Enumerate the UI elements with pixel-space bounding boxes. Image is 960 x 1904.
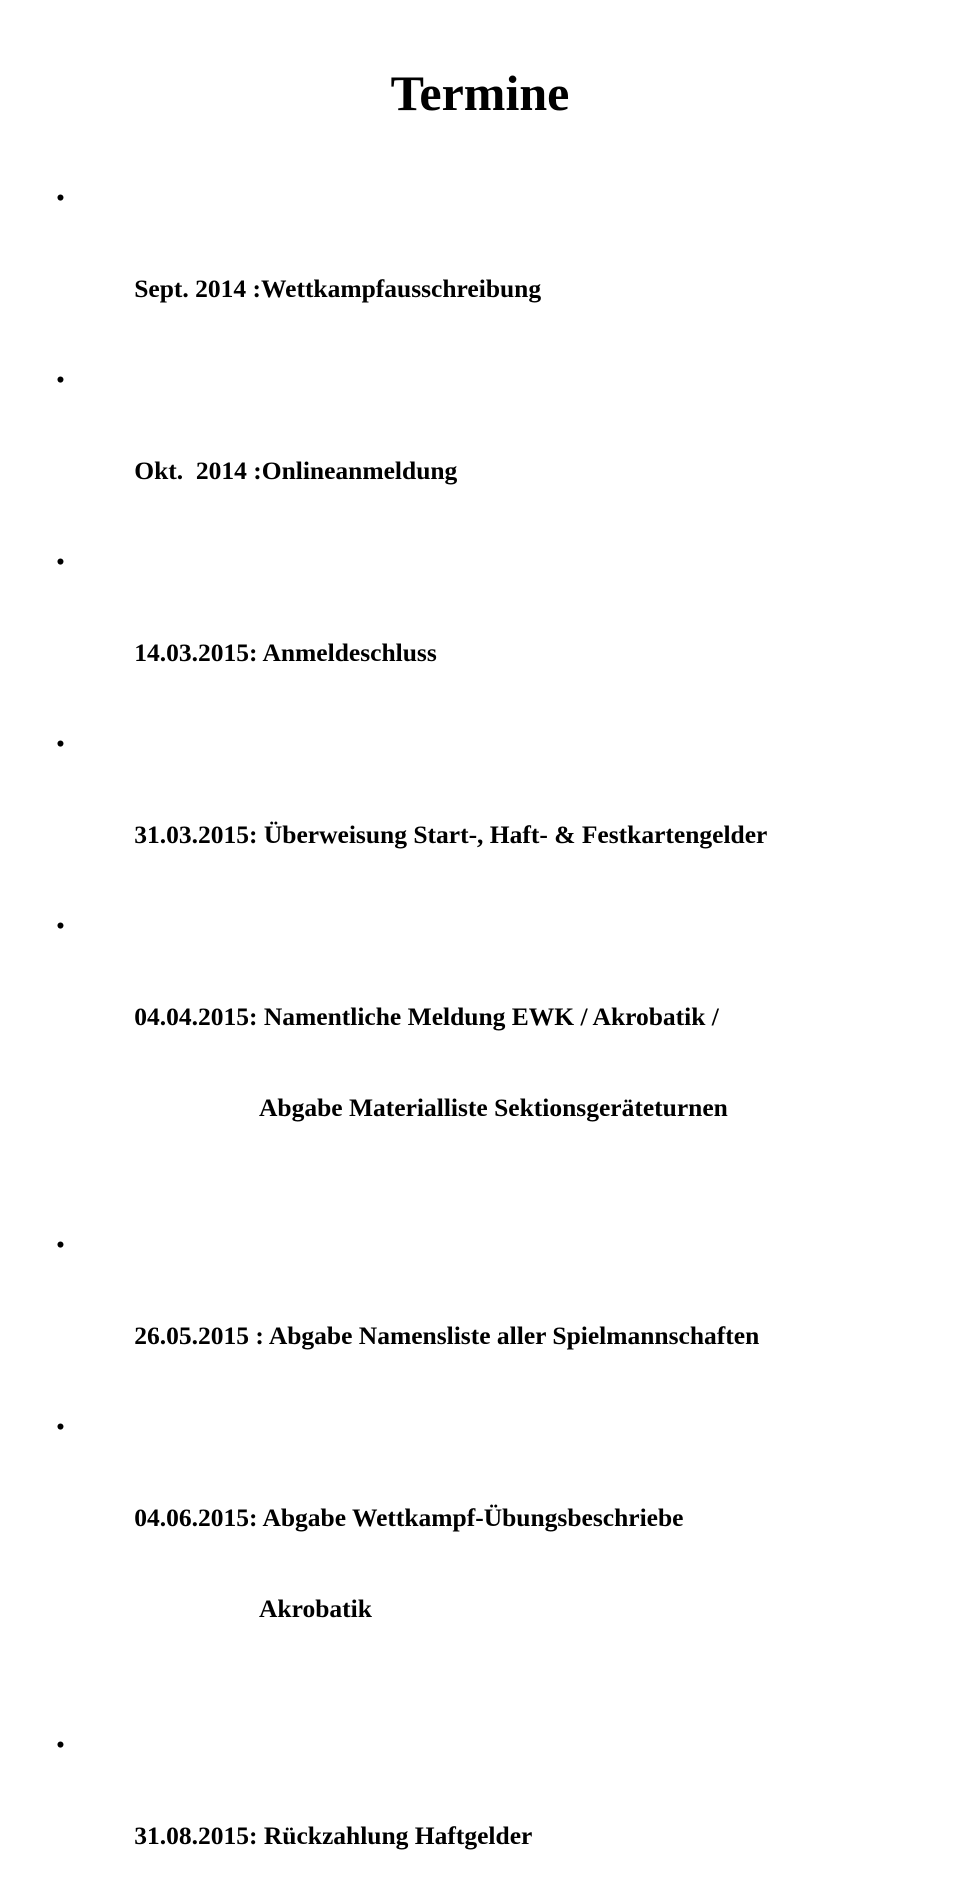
termine-list (56, 175, 936, 1904)
list-item (56, 539, 936, 721)
list-item-continuation: Abgabe Materialliste Sektionsgeräteturnen (259, 1093, 728, 1122)
bullet-icon: • (56, 1411, 65, 1441)
list-item-text: 04.04.2015: Namentliche Meldung EWK / Akrobatik / (134, 1002, 719, 1031)
list-item-text: 04.06.2015: Abgabe Wettkampf-Übungsbeschriebe (134, 1502, 684, 1532)
slide-title: Termine (390, 65, 570, 121)
bullet-icon: • (56, 1229, 65, 1259)
list-item-text: Okt. 2014 :Onlineanmeldung (134, 456, 458, 485)
list-item (56, 903, 936, 1222)
bullet-icon: • (56, 911, 65, 940)
bullet-icon: • (56, 547, 65, 576)
bullet-icon: • (56, 1730, 65, 1759)
list-item-text: 14.03.2015: Anmeldeschluss (134, 638, 437, 667)
bullet-icon: • (56, 365, 65, 394)
list-item (56, 1404, 936, 1723)
list-item (56, 357, 936, 539)
list-item-text: 31.03.2015: Überweisung Start-, Haft- & Festkartengelder (134, 820, 768, 849)
list-item-text: 31.08.2015: Rückzahlung Haftgelder (134, 1821, 533, 1850)
list-item (56, 175, 936, 357)
list-item (56, 1722, 936, 1904)
list-item (56, 721, 936, 903)
list-item-continuation: Akrobatik (259, 1593, 372, 1623)
list-item (56, 1222, 936, 1404)
bullet-icon: • (56, 183, 65, 212)
list-item-text: Sept. 2014 :Wettkampfausschreibung (134, 274, 542, 303)
bullet-icon: • (56, 729, 65, 758)
list-item-text: 26.05.2015 : Abgabe Namensliste aller Spielmannschaften (134, 1320, 760, 1350)
